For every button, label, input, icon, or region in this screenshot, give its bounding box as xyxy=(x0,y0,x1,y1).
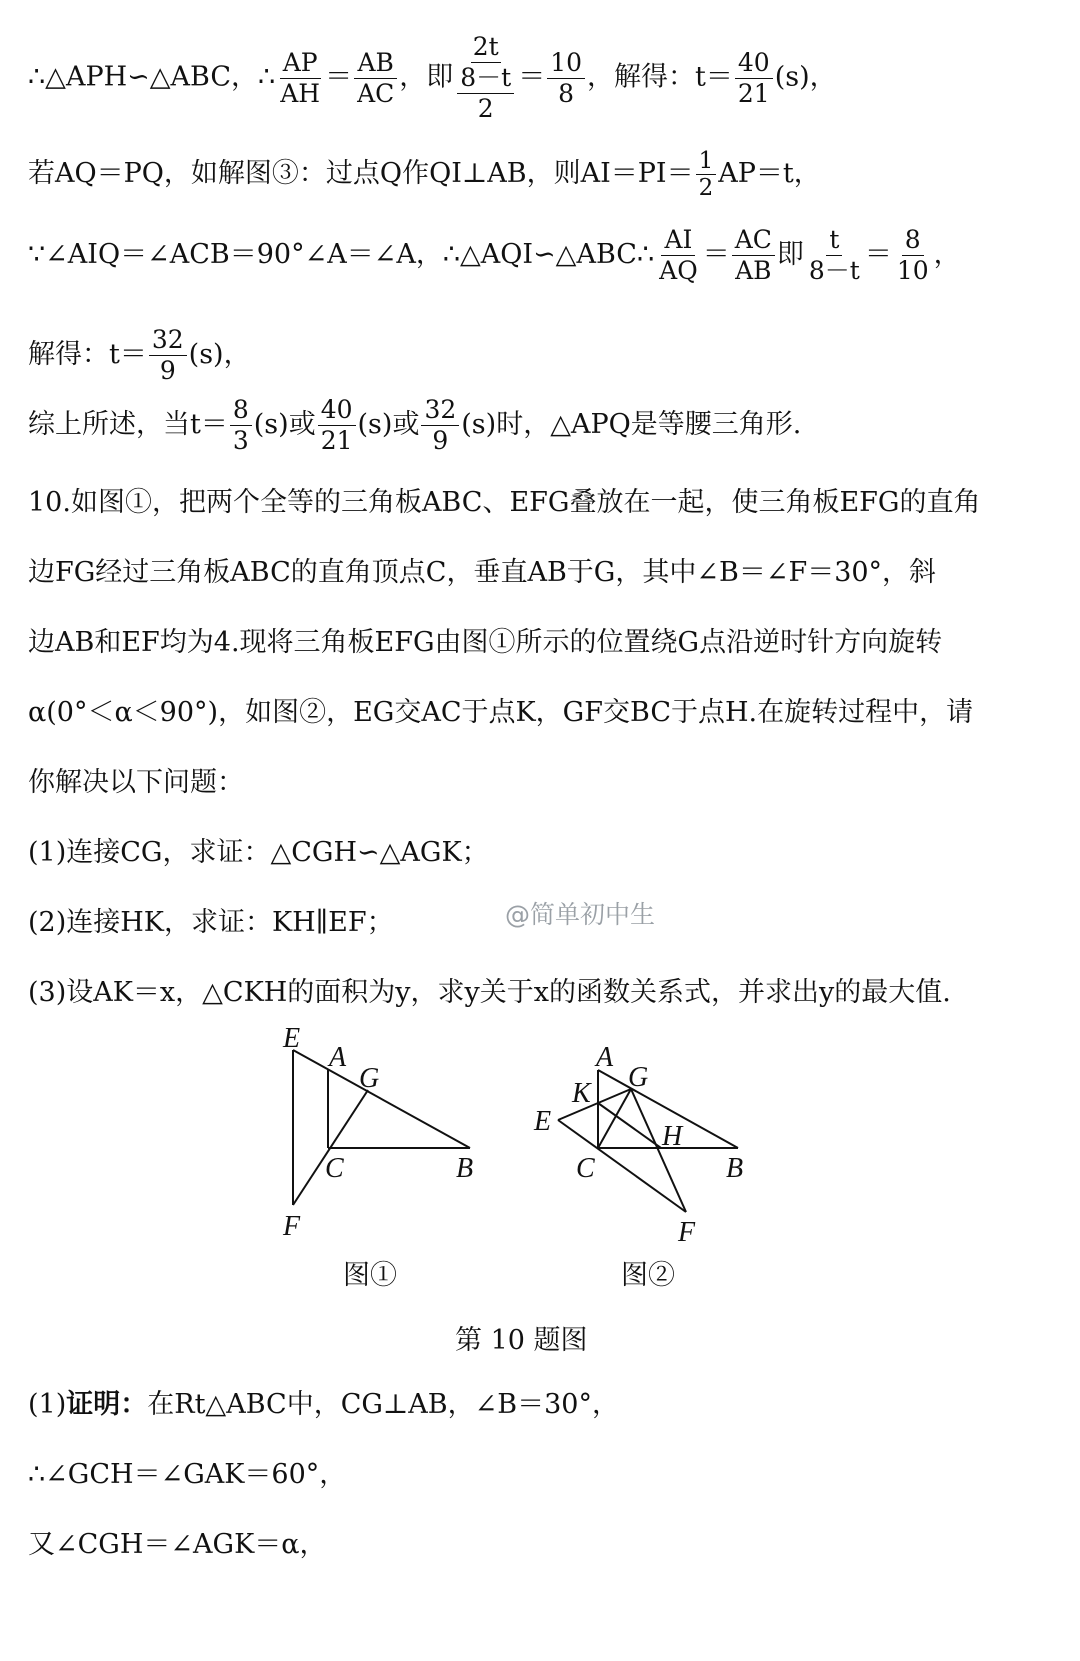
fig2-line-KH xyxy=(598,1103,661,1148)
solution-line-1 xyxy=(28,32,837,124)
frac-den: 8 xyxy=(558,78,575,108)
problem-line-5: 你解决以下问题： xyxy=(28,767,244,798)
frac-den: 9 xyxy=(432,426,449,455)
equals: ＝ xyxy=(702,239,730,270)
fig1-label-A: A xyxy=(329,1042,347,1073)
proof-line-3: 又∠CGH＝∠AGK＝α， xyxy=(28,1529,327,1560)
fig1-line-EB xyxy=(293,1050,470,1148)
frac-num: 8 xyxy=(902,225,924,256)
equals: ＝ xyxy=(864,239,892,270)
frac-num: 10 xyxy=(547,48,585,79)
nested-inner-den: 8－t xyxy=(460,63,512,92)
line2-text2: AP＝t， xyxy=(718,158,821,189)
nested-den: 2 xyxy=(477,94,494,123)
line5-text1: 综上所述，当t＝ xyxy=(28,409,228,440)
figure-1-labels xyxy=(282,1023,473,1242)
fraction-8-10 xyxy=(894,225,932,286)
fraction-1-2 xyxy=(696,148,717,201)
solution-line-2 xyxy=(28,148,821,201)
fig2-label-B: B xyxy=(726,1153,744,1184)
solution-line-5 xyxy=(28,395,801,456)
proof-line-2: ∴∠GCH＝∠GAK＝60°， xyxy=(28,1459,347,1490)
fig2-label-A: A xyxy=(596,1042,614,1073)
fig1-label-C: C xyxy=(325,1153,344,1184)
proof-keyword: 证明： xyxy=(66,1389,148,1420)
fraction-40-21 xyxy=(318,395,356,456)
fig2-label-H: H xyxy=(662,1121,683,1152)
fraction-ac-ab xyxy=(732,225,775,286)
frac-den: 10 xyxy=(896,256,929,285)
fraction-10-8 xyxy=(547,48,585,109)
fraction-8-3 xyxy=(230,395,252,456)
fraction-ab-ac xyxy=(354,48,397,109)
nested-inner-num: 2t xyxy=(472,32,499,61)
fig1-label-E: E xyxy=(283,1023,301,1054)
fig1-label-F: F xyxy=(283,1211,301,1242)
line4-text1: 解得：t＝ xyxy=(28,339,147,370)
line3-mid: 即 xyxy=(776,239,804,270)
line5-s2: (s)或 xyxy=(357,409,420,440)
fig2-label-K: K xyxy=(572,1078,591,1109)
question-2: (2)连接HK，求证：KH∥EF； xyxy=(28,907,394,938)
line1-mid: ，即 xyxy=(399,61,454,93)
frac-num: AB xyxy=(354,48,396,79)
fig2-label-F: F xyxy=(678,1217,696,1248)
frac-num: 8 xyxy=(230,395,252,426)
frac-den: AQ xyxy=(659,256,698,285)
line3-text1: ∵∠AIQ＝∠ACB＝90°∠A＝∠A，∴△AQI∽△ABC∴ xyxy=(28,239,655,270)
figure-1-diagram xyxy=(293,1050,470,1205)
frac-num: 1 xyxy=(696,148,717,175)
proof-label: (1) xyxy=(28,1389,67,1420)
frac-num: AP xyxy=(280,48,321,79)
frac-den: 8－t xyxy=(808,256,860,285)
question-1: (1)连接CG，求证：△CGH∽△AGK； xyxy=(28,837,489,868)
fig1-label-G: G xyxy=(359,1063,380,1094)
frac-num: AC xyxy=(732,225,775,256)
fraction-ai-aq xyxy=(656,225,701,286)
frac-den: 2 xyxy=(698,175,714,201)
equals: ＝ xyxy=(325,61,353,93)
fraction-ap-ah xyxy=(277,48,323,109)
figure-2-labels xyxy=(533,1042,743,1248)
frac-den: AB xyxy=(735,256,772,285)
problem-line-2: 边FG经过三角板ABC的直角顶点C，垂直AB于G，其中∠B＝∠F＝30°，斜 xyxy=(28,557,937,588)
equals: ＝ xyxy=(518,61,546,93)
fig2-line-EG xyxy=(558,1089,631,1120)
fig2-label-E: E xyxy=(534,1106,552,1137)
geometry-figures xyxy=(0,1020,1080,1300)
solution-line-3 xyxy=(28,225,961,286)
line1-tail1: ，解得：t＝ xyxy=(587,61,733,93)
watermark: @简单初中生 xyxy=(505,900,656,929)
figure-1-caption: 图① xyxy=(343,1260,397,1291)
frac-den: AH xyxy=(280,78,321,108)
problem-line-4: α(0°＜α＜90°)，如图②，EG交AC于点K，GF交BC于点H.在旋转过程中，请 xyxy=(28,697,974,728)
frac-den: AC xyxy=(357,78,395,108)
line5-s1: (s)或 xyxy=(253,409,316,440)
line4-text2: (s)， xyxy=(188,339,251,370)
frac-den: 21 xyxy=(320,426,353,455)
proof-line-1 xyxy=(28,1388,619,1422)
frac-num: 40 xyxy=(735,48,773,79)
line1-tail2: (s)， xyxy=(774,61,837,93)
problem-line-1: 10.如图①，把两个全等的三角板ABC、EFG叠放在一起，使三角板EFG的直角 xyxy=(28,487,981,518)
fraction-t-8mt xyxy=(806,225,863,286)
solution-line-4 xyxy=(28,325,251,386)
line2-text1: 若AQ＝PQ，如解图③：过点Q作QI⊥AB，则AI＝PI＝ xyxy=(28,158,694,189)
problem-line-3: 边AB和EF均为4.现将三角板EFG由图①所示的位置绕G点沿逆时针方向旋转 xyxy=(28,627,943,658)
question-3: (3)设AK＝x，△CKH的面积为y，求y关于x的函数关系式，并求出y的最大值. xyxy=(28,977,951,1008)
fig2-line-CG xyxy=(598,1089,631,1148)
proof-text: 在Rt△ABC中，CG⊥AB，∠B＝30°， xyxy=(147,1389,619,1420)
fraction-32-9 xyxy=(149,325,187,386)
line5-s3: (s)时，△APQ是等腰三角形. xyxy=(461,409,802,440)
fraction-32-9 xyxy=(421,395,459,456)
frac-num: 32 xyxy=(149,325,187,356)
frac-num: 40 xyxy=(318,395,356,426)
line3-tail: ， xyxy=(933,239,961,270)
frac-num: AI xyxy=(661,225,695,256)
frac-den: 21 xyxy=(737,78,770,108)
fraction-40-21 xyxy=(735,48,773,109)
fig2-label-C: C xyxy=(576,1153,595,1184)
figure-title: 第 10 题图 xyxy=(455,1325,588,1356)
fig2-label-G: G xyxy=(628,1062,649,1093)
line1-prefix: ∴△APH∽△ABC，∴ xyxy=(28,61,276,93)
nested-fraction xyxy=(457,32,514,124)
figure-2-caption: 图② xyxy=(621,1260,675,1291)
frac-den: 9 xyxy=(159,356,176,385)
frac-den: 3 xyxy=(232,426,249,455)
fig1-label-B: B xyxy=(456,1153,474,1184)
frac-num: t xyxy=(826,225,842,256)
frac-num: 32 xyxy=(421,395,459,426)
